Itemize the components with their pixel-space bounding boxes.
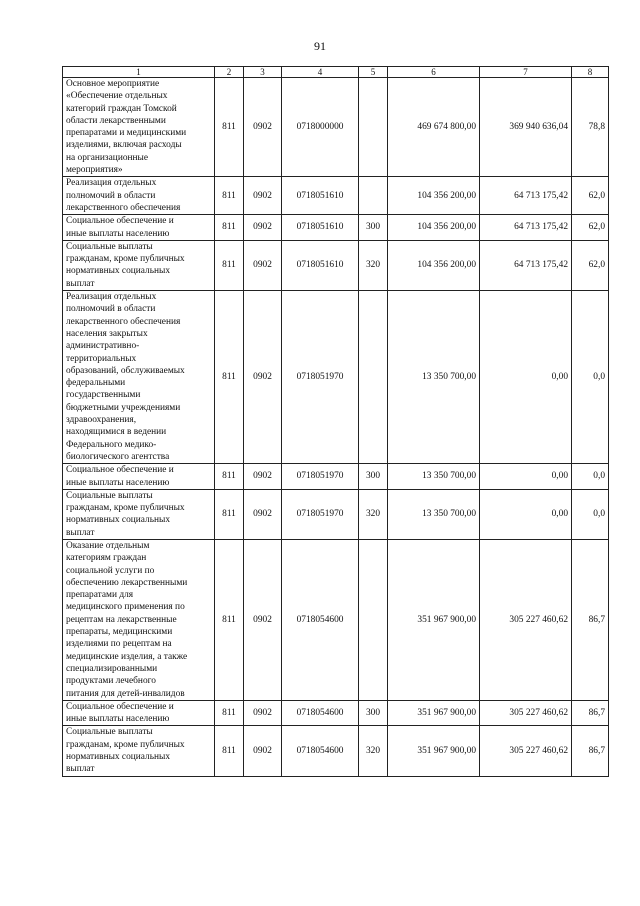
table-row	[63, 539, 609, 700]
executed-amount-cell: 305 227 460,62	[480, 700, 572, 726]
executed-amount-cell: 305 227 460,62	[480, 539, 572, 700]
target-article-cell: 0718051610	[282, 177, 359, 215]
percent-cell: 62,0	[572, 240, 609, 290]
admin-code-cell: 811	[215, 177, 244, 215]
planned-amount-cell: 104 356 200,00	[388, 177, 480, 215]
section-code-cell: 0902	[244, 291, 282, 464]
planned-amount-cell: 351 967 900,00	[388, 700, 480, 726]
section-code-cell: 0902	[244, 464, 282, 490]
header-cell: 2	[215, 67, 244, 78]
header-cell: 3	[244, 67, 282, 78]
target-article-cell: 0718051970	[282, 291, 359, 464]
planned-amount-cell: 351 967 900,00	[388, 726, 480, 776]
expense-type-cell	[359, 177, 388, 215]
percent-cell: 86,7	[572, 539, 609, 700]
planned-amount-cell: 13 350 700,00	[388, 464, 480, 490]
percent-cell: 62,0	[572, 177, 609, 215]
target-article-cell: 0718054600	[282, 539, 359, 700]
section-code-cell: 0902	[244, 240, 282, 290]
target-article-cell: 0718051610	[282, 240, 359, 290]
table-header-row	[63, 67, 609, 78]
target-article-cell: 0718051970	[282, 464, 359, 490]
row-name-cell: Социальное обеспечение и иные выплаты населению	[63, 215, 215, 241]
admin-code-cell: 811	[215, 240, 244, 290]
target-article-cell: 0718000000	[282, 78, 359, 177]
executed-amount-cell: 64 713 175,42	[480, 215, 572, 241]
section-code-cell: 0902	[244, 78, 282, 177]
row-name-cell: Оказание отдельным категориям граждан социальной услуги по обеспечению лекарственными препаратами для медицинского применения по рецептам на лекарственные препараты, медицинскими изделиями по рецептам на медицинские изделия, а также специализированными продуктами лечебного питания для детей-инвалидов	[63, 539, 215, 700]
planned-amount-cell: 13 350 700,00	[388, 489, 480, 539]
admin-code-cell: 811	[215, 215, 244, 241]
admin-code-cell: 811	[215, 539, 244, 700]
section-code-cell: 0902	[244, 539, 282, 700]
admin-code-cell: 811	[215, 291, 244, 464]
row-name-cell: Реализация отдельных полномочий в области лекарственного обеспечения	[63, 177, 215, 215]
expense-type-cell	[359, 291, 388, 464]
table-row	[63, 700, 609, 726]
header-cell: 8	[572, 67, 609, 78]
admin-code-cell: 811	[215, 78, 244, 177]
section-code-cell: 0902	[244, 700, 282, 726]
row-name-cell: Социальные выплаты гражданам, кроме публичных нормативных социальных выплат	[63, 489, 215, 539]
executed-amount-cell: 64 713 175,42	[480, 177, 572, 215]
percent-cell: 62,0	[572, 215, 609, 241]
target-article-cell: 0718051970	[282, 489, 359, 539]
header-cell: 4	[282, 67, 359, 78]
planned-amount-cell: 469 674 800,00	[388, 78, 480, 177]
planned-amount-cell: 104 356 200,00	[388, 215, 480, 241]
row-name-cell: Основное мероприятие «Обеспечение отдельных категорий граждан Томской области лекарственными препаратами и медицинскими изделиями, включая расходы на организационные мероприятия»	[63, 78, 215, 177]
expense-type-cell	[359, 539, 388, 700]
expense-type-cell: 300	[359, 700, 388, 726]
percent-cell: 78,8	[572, 78, 609, 177]
expense-type-cell: 320	[359, 240, 388, 290]
header-cell: 6	[388, 67, 480, 78]
section-code-cell: 0902	[244, 726, 282, 776]
expense-type-cell: 320	[359, 726, 388, 776]
row-name-cell: Социальные выплаты гражданам, кроме публичных нормативных социальных выплат	[63, 726, 215, 776]
header-cell: 7	[480, 67, 572, 78]
executed-amount-cell: 305 227 460,62	[480, 726, 572, 776]
expense-type-cell: 300	[359, 464, 388, 490]
row-name-cell: Социальное обеспечение и иные выплаты населению	[63, 464, 215, 490]
target-article-cell: 0718054600	[282, 726, 359, 776]
executed-amount-cell: 64 713 175,42	[480, 240, 572, 290]
section-code-cell: 0902	[244, 177, 282, 215]
table-row	[63, 177, 609, 215]
row-name-cell: Реализация отдельных полномочий в области лекарственного обеспечения населения закрытых административно- территориальных образований, обслуживаемых федеральными государственными бюджетными учреждениями здравоохранения, находящимися в ведении Федерального медико- биологического агентства	[63, 291, 215, 464]
percent-cell: 86,7	[572, 726, 609, 776]
expense-type-cell: 300	[359, 215, 388, 241]
admin-code-cell: 811	[215, 726, 244, 776]
table-row	[63, 726, 609, 776]
percent-cell: 0,0	[572, 464, 609, 490]
table-row	[63, 489, 609, 539]
percent-cell: 0,0	[572, 291, 609, 464]
page-number: 91	[314, 39, 326, 53]
table-row	[63, 240, 609, 290]
executed-amount-cell: 0,00	[480, 489, 572, 539]
section-code-cell: 0902	[244, 215, 282, 241]
executed-amount-cell: 0,00	[480, 464, 572, 490]
section-code-cell: 0902	[244, 489, 282, 539]
target-article-cell: 0718054600	[282, 700, 359, 726]
row-name-cell: Социальные выплаты гражданам, кроме публичных нормативных социальных выплат	[63, 240, 215, 290]
planned-amount-cell: 13 350 700,00	[388, 291, 480, 464]
admin-code-cell: 811	[215, 464, 244, 490]
expense-type-cell: 320	[359, 489, 388, 539]
row-name-cell: Социальное обеспечение и иные выплаты населению	[63, 700, 215, 726]
percent-cell: 0,0	[572, 489, 609, 539]
admin-code-cell: 811	[215, 489, 244, 539]
table-row	[63, 215, 609, 241]
executed-amount-cell: 0,00	[480, 291, 572, 464]
percent-cell: 86,7	[572, 700, 609, 726]
planned-amount-cell: 351 967 900,00	[388, 539, 480, 700]
budget-table	[62, 66, 609, 777]
executed-amount-cell: 369 940 636,04	[480, 78, 572, 177]
header-cell: 1	[63, 67, 215, 78]
table-row	[63, 78, 609, 177]
table-row	[63, 464, 609, 490]
admin-code-cell: 811	[215, 700, 244, 726]
header-cell: 5	[359, 67, 388, 78]
table-row	[63, 291, 609, 464]
expense-type-cell	[359, 78, 388, 177]
target-article-cell: 0718051610	[282, 215, 359, 241]
planned-amount-cell: 104 356 200,00	[388, 240, 480, 290]
